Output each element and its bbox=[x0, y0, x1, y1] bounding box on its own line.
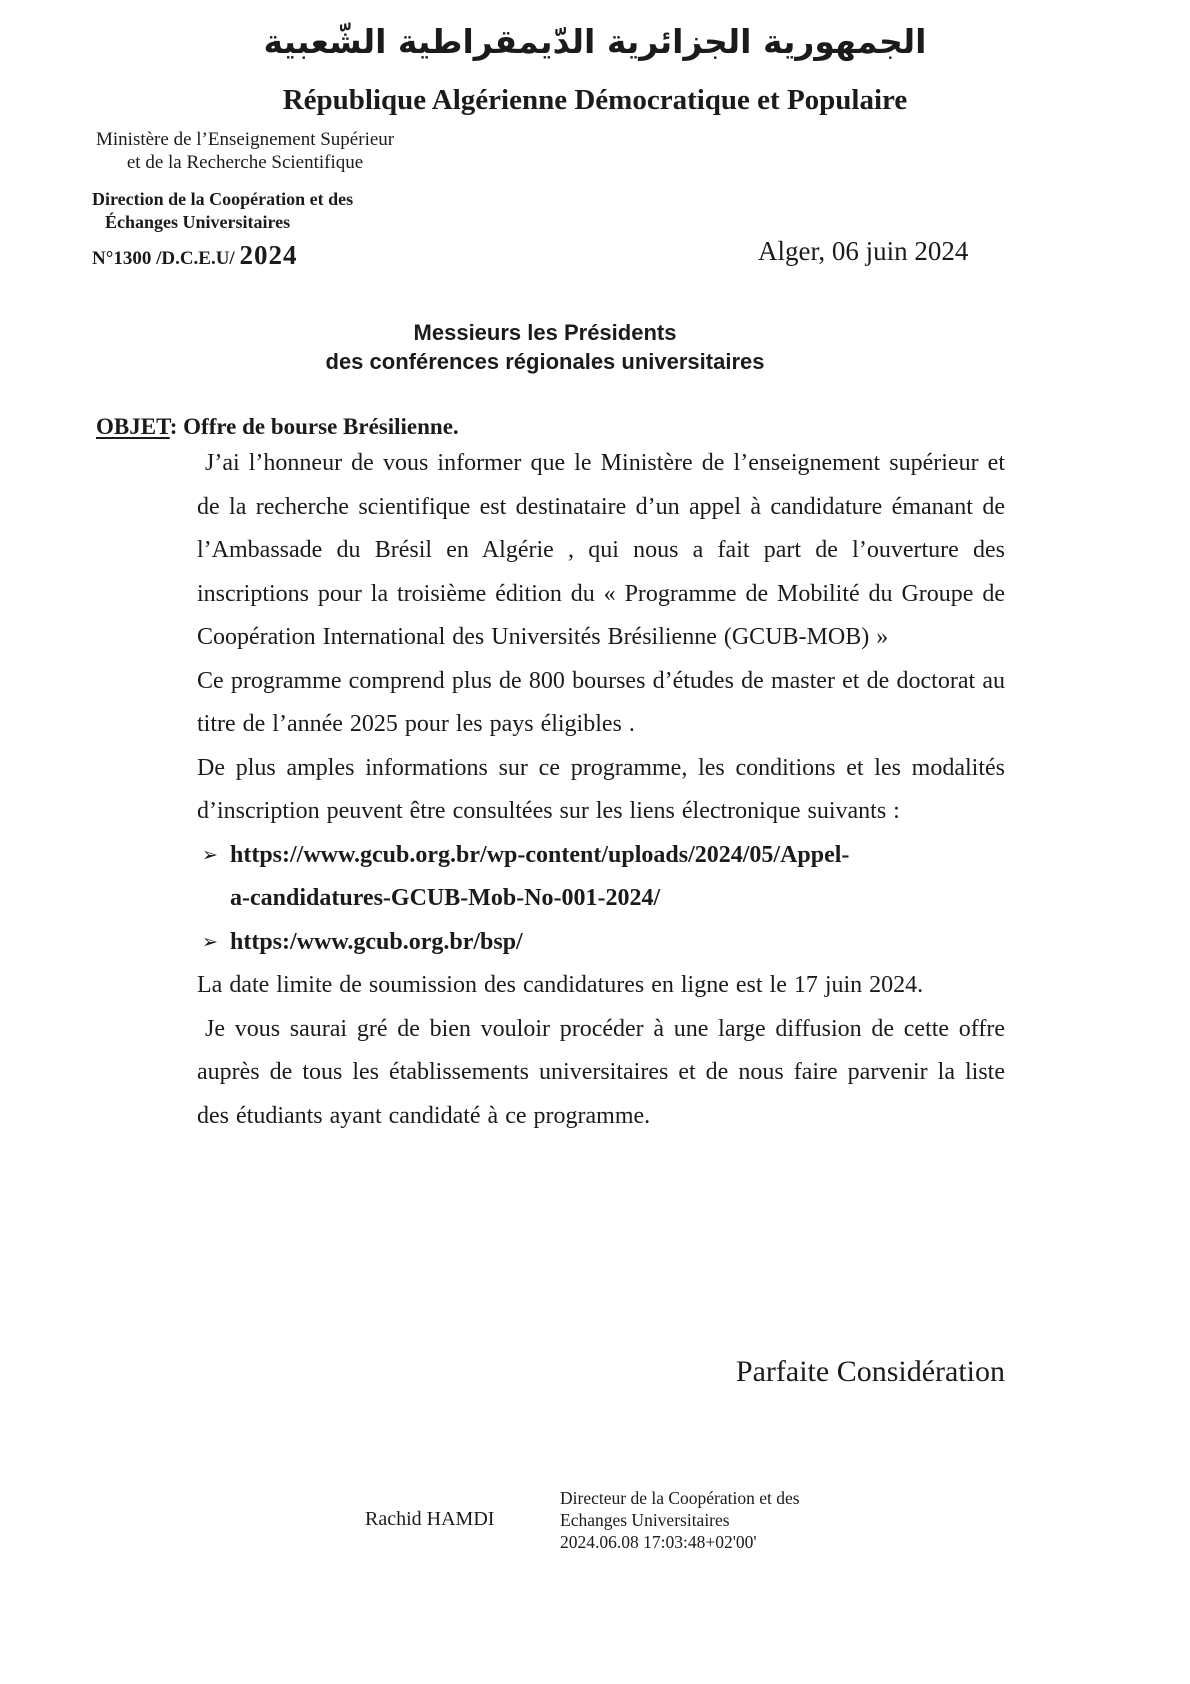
bullet-arrow-icon: ➢ bbox=[202, 843, 218, 866]
subject-label: OBJET bbox=[96, 414, 170, 439]
letter-body bbox=[197, 442, 1005, 1138]
direction-line-2: Échanges Universitaires bbox=[105, 212, 291, 232]
reference-prefix: N°1300 /D.C.E.U/ bbox=[92, 248, 240, 269]
republic-title: République Algérienne Démocratique et Populaire bbox=[282, 84, 908, 116]
signature-block bbox=[560, 1487, 800, 1553]
addressee-block bbox=[0, 318, 1090, 376]
reference-year-stamp: 2024 bbox=[239, 240, 298, 270]
ministry-line-2: et de la Recherche Scientifique bbox=[126, 152, 364, 173]
signatory-name: Rachid HAMDI bbox=[365, 1508, 495, 1530]
paragraph-diffusion: Je vous saurai gré de bien vouloir procéder à une large diffusion de cette offre auprès de tous les établissements universitaires et de nous faire parvenir la liste des étudiants ayant candidaté à ce programme. bbox=[197, 1015, 1005, 1129]
signatory-title-line-2: Echanges Universitaires bbox=[560, 1510, 730, 1530]
link-item-2 bbox=[197, 921, 1005, 965]
bullet-arrow-icon: ➢ bbox=[202, 930, 218, 953]
ministry-line-1: Ministère de l’Enseignement Supérieur bbox=[96, 129, 395, 150]
paragraph-program: Ce programme comprend plus de 800 bourses d’études de master et de doctorat au titre de l’année 2025 pour les pays éligibles . bbox=[197, 667, 1005, 737]
addressee-line-2: des conférences régionales universitaires bbox=[325, 349, 765, 374]
subject-line bbox=[96, 414, 459, 440]
subject-colon: : bbox=[169, 414, 184, 439]
arabic-republic-title: الجمهورية الجزائرية الدّيمقراطية الشّعبية bbox=[263, 22, 927, 61]
link-2-line-1: https:/www.gcub.org.br/bsp/ bbox=[230, 928, 523, 955]
reference-number bbox=[92, 240, 297, 271]
link-1-line-2: a-candidatures-GCUB-Mob-No-001-2024/ bbox=[230, 885, 661, 911]
closing-salutation: Parfaite Considération bbox=[735, 1355, 1005, 1388]
subject-text: Offre de bourse Brésilienne. bbox=[183, 414, 459, 439]
paragraph-intro: J’ai l’honneur de vous informer que le Ministère de l’enseignement supérieur et de la recherche scientifique est destinataire d’un appel à candidature émanant de l’Ambassade du Brésil en Algérie , qui nous a fait part de l’ouverture des inscriptions pour la troisième édition du « Programme de Mobilité du Groupe de Coopération International des Universités Brésilienne (GCUB-MOB) » bbox=[197, 450, 1005, 650]
link-1-line-1: https://www.gcub.org.br/wp-content/uploads/2024/05/Appel- bbox=[230, 841, 850, 868]
addressee-line-1: Messieurs les Présidents bbox=[413, 320, 677, 345]
ministry-block bbox=[96, 128, 394, 174]
paragraph-deadline: La date limite de soumission des candidatures en ligne est le 17 juin 2024. bbox=[197, 972, 924, 998]
paragraph-info: De plus amples informations sur ce programme, les conditions et les modalités d’inscription peuvent être consultées sur les liens électronique suivants : bbox=[197, 754, 1005, 824]
direction-block bbox=[92, 188, 353, 234]
direction-line-1: Direction de la Coopération et des bbox=[92, 189, 354, 209]
signature-timestamp: 2024.06.08 17:03:48+02'00' bbox=[560, 1532, 757, 1552]
link-item-1 bbox=[197, 834, 1005, 921]
signatory-title-line-1: Directeur de la Coopération et des bbox=[560, 1488, 800, 1508]
place-and-date: Alger, 06 juin 2024 bbox=[758, 236, 969, 266]
